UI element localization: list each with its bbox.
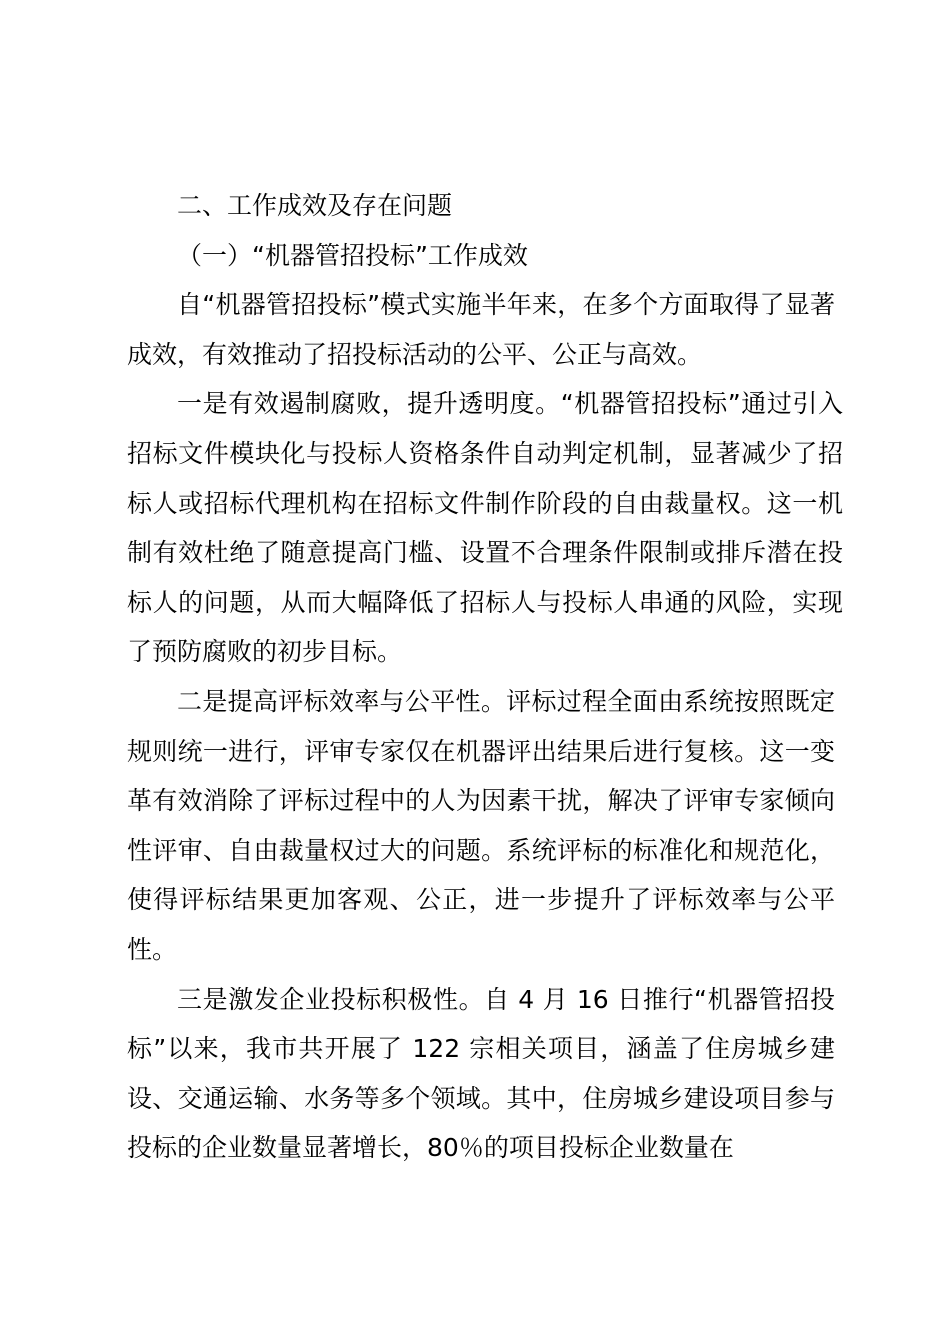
subsection-heading: （一）“机器管招投标”工作成效 <box>177 240 528 270</box>
paragraph-point-three: 三是激发企业投标积极性。自 4 月 16 日推行“机器管招投标”以来，我市共开展了 122 宗相关项目，涵盖了住房城乡建设、交通运输、水务等多个领域。其中，住房城乡建设项目参与投标的企业数量显著增长，80％的项目投标企业数量在 <box>127 984 835 1163</box>
paragraph-point-one: 一是有效遏制腐败，提升透明度。“机器管招投标”通过引入招标文件模块化与投标人资格条件自动判定机制，显著减少了招标人或招标代理机构在招标文件制作阶段的自由裁量权。这一机制有效杜绝了随意提高门槛、设置不合理条件限制或排斥潜在投标人的问题，从而大幅降低了招标人与投标人串通的风险，实现了预防腐败的初步目标。 <box>127 389 843 667</box>
paragraph-point-two: 二是提高评标效率与公平性。评标过程全面由系统按照既定规则统一进行，评审专家仅在机器评出结果后进行复核。这一变革有效消除了评标过程中的人为因素干扰，解决了评审专家倾向性评审、自由裁量权过大的问题。系统评标的标准化和规范化，使得评标结果更加客观、公正，进一步提升了评标效率与公平性。 <box>127 686 835 964</box>
paragraph-intro: 自“机器管招投标”模式实施半年来，在多个方面取得了显著成效，有效推动了招投标活动的公平、公正与高效。 <box>127 290 835 369</box>
section-heading: 二、工作成效及存在问题 <box>177 191 453 220</box>
document-body <box>127 181 843 1173</box>
